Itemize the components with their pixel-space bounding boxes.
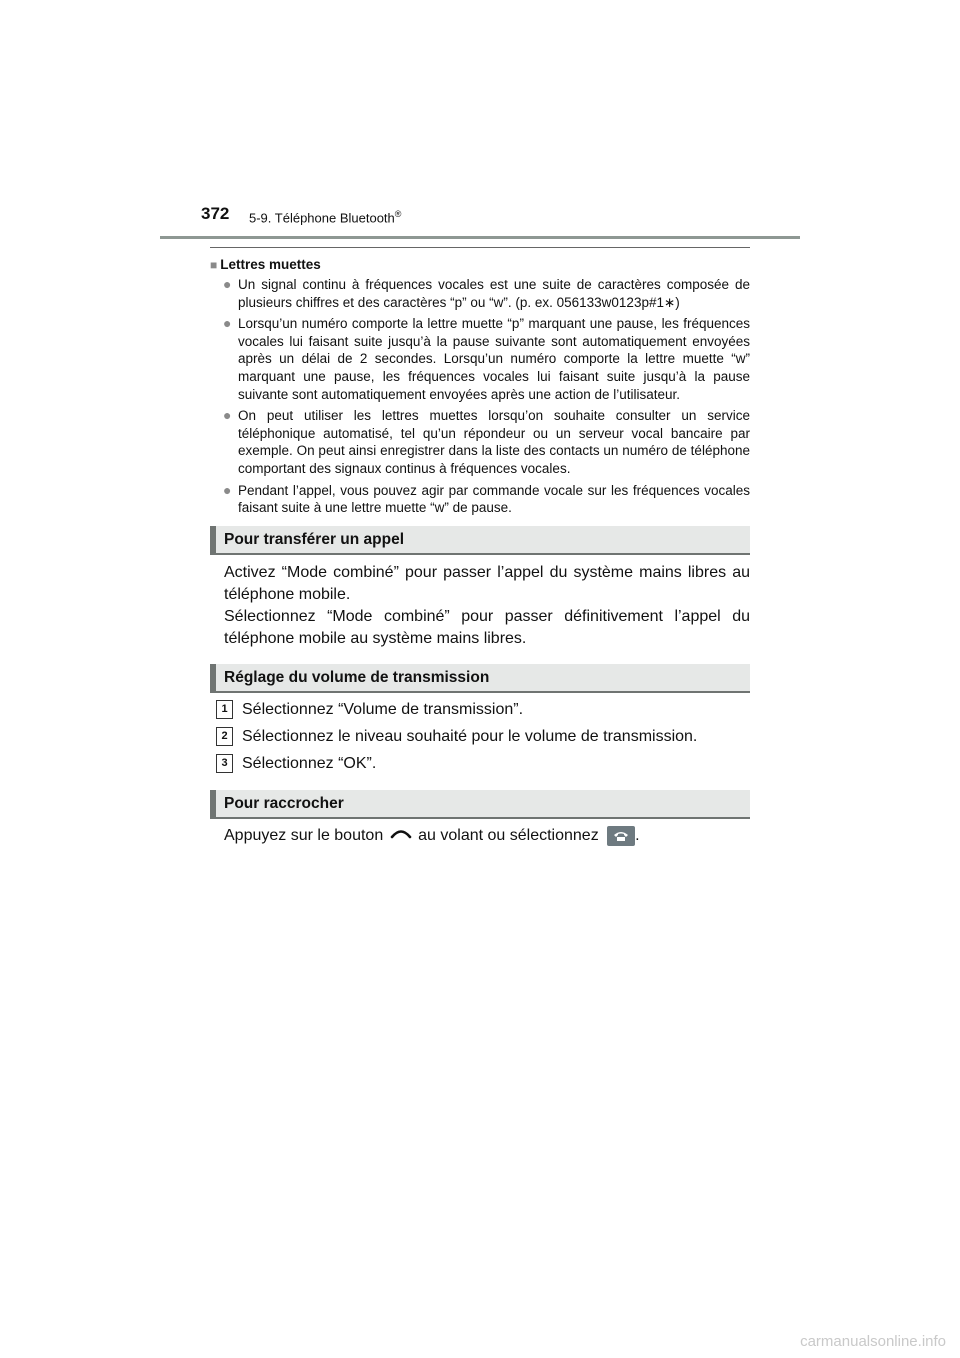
- square-bullet-icon: ■: [210, 258, 218, 272]
- step-text: Sélectionnez “Volume de transmission”.: [242, 700, 524, 718]
- circle-bullet-icon: ●: [223, 407, 232, 424]
- transfer-text-1: Activez “Mode combiné” pour passer l’appel du système mains libres au téléphone mobile.: [224, 563, 750, 603]
- list-item: [210, 315, 750, 403]
- list-item: [210, 276, 750, 311]
- chapter-title: [249, 209, 401, 225]
- hangup-paragraph: [210, 825, 750, 847]
- bullet-text: Pendant l’appel, vous pouvez agir par commande vocale sur les fréquences vocales faisant suite à une lettre muette “w” de pause.: [238, 482, 750, 516]
- mute-letters-heading: [210, 256, 750, 274]
- circle-bullet-icon: ●: [223, 315, 232, 332]
- hangup-text-middle: au volant ou sélectionnez: [418, 826, 599, 844]
- volume-section-heading: Réglage du volume de transmission: [210, 664, 750, 693]
- hangup-text-before: Appuyez sur le bouton: [224, 826, 384, 844]
- phone-icon: [607, 826, 635, 846]
- transfer-section-heading: Pour transférer un appel: [210, 526, 750, 555]
- bullet-text: On peut utiliser les lettres muettes lorsqu’on souhaite consulter un service téléphonique automatisé, tel qu’un répondeur ou un serveur vocal bancaire par exemple. On peut ainsi enregistrer dans la liste des contacts un numéro de téléphone comportant des signaux continus à fréquences vocales.: [238, 408, 750, 476]
- step-item: [210, 700, 750, 720]
- step-item: [210, 754, 750, 774]
- transfer-text-2: Sélectionnez “Mode combiné” pour passer définitivement l’appel du téléphone mobile au système mains libres.: [224, 607, 750, 647]
- watermark: carmanualsonline.info: [800, 1333, 946, 1350]
- circle-bullet-icon: ●: [223, 481, 232, 498]
- step-number: 3: [216, 754, 233, 773]
- step-number: 2: [216, 727, 233, 746]
- circle-bullet-icon: ●: [223, 276, 232, 292]
- page-header: [160, 200, 800, 239]
- step-text: Sélectionnez le niveau souhaité pour le volume de transmission.: [242, 727, 698, 745]
- page-content: [210, 247, 750, 847]
- list-item: [210, 407, 750, 477]
- bullet-text: Lorsqu’un numéro comporte la lettre muette “p” marquant une pause, les fréquences vocales lui faisant suite jusqu’à la pause suivante sont automatiquement envoyées après un délai de 2 secondes. Lorsqu’un numéro comporte la lettre muette “w” marquant une pause, les fréquences vocales lui faisant suite jusqu’à la pause suivante sont automatiquement envoyées après une action de l’utilisateur.: [238, 316, 750, 402]
- hangup-text-after: .: [635, 826, 640, 844]
- handset-hangup-icon: [390, 825, 412, 847]
- step-number: 1: [216, 700, 233, 719]
- registered-mark: ®: [394, 209, 402, 219]
- list-item: [210, 482, 750, 517]
- transfer-paragraph: [210, 562, 750, 650]
- hangup-section-heading: Pour raccrocher: [210, 790, 750, 819]
- bullet-text: Un signal continu à fréquences vocales est une suite de caractères composée de plusieurs chiffres et des caractères “p” ou “w”. (p. ex. 056133w0123p#1∗): [238, 277, 750, 310]
- page-number: 372: [201, 204, 230, 223]
- mute-letters-title: Lettres muettes: [220, 257, 321, 272]
- chapter-text: 5-9. Téléphone Bluetooth: [249, 210, 395, 226]
- step-text: Sélectionnez “OK”.: [242, 754, 377, 772]
- section-divider: [210, 247, 750, 248]
- step-item: [210, 727, 750, 747]
